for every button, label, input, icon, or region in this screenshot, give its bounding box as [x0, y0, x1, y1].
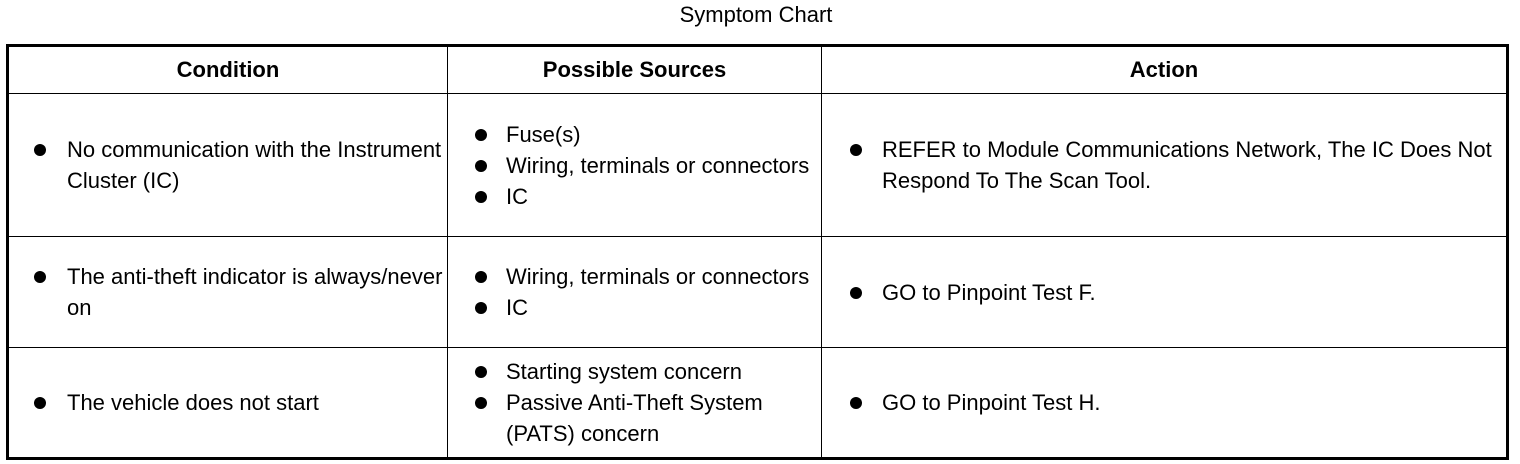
- table-caption: Symptom Chart: [679, 2, 833, 27]
- sources-cell: [448, 348, 822, 459]
- list-item: [9, 387, 447, 418]
- source-text: Starting system concern: [506, 359, 742, 384]
- source-text: Wiring, terminals or connectors: [506, 264, 810, 289]
- list-item: [9, 261, 447, 323]
- table-row: [8, 94, 1508, 237]
- list-item: [448, 150, 821, 181]
- source-text: IC: [506, 295, 528, 320]
- action-cell: [822, 237, 1508, 348]
- bullet-icon: [850, 397, 862, 409]
- list-item: [822, 387, 1506, 418]
- source-text: Wiring, terminals or connectors: [506, 152, 810, 178]
- list-item: [448, 292, 821, 323]
- sources-cell: [448, 94, 822, 237]
- list-item: [448, 181, 821, 212]
- source-text: Passive Anti-Theft System (PATS) concern: [506, 390, 763, 446]
- action-text: GO to Pinpoint Test H.: [882, 390, 1101, 415]
- bullet-icon: [475, 397, 487, 409]
- source-text: Fuse(s): [506, 121, 581, 147]
- list-item: [448, 387, 821, 449]
- bullet-icon: [34, 271, 46, 283]
- condition-text: The vehicle does not start: [67, 390, 319, 415]
- symptom-table: [6, 44, 1509, 460]
- action-text: GO to Pinpoint Test F.: [882, 279, 1096, 305]
- header-action: Action: [822, 46, 1508, 94]
- table-row: [8, 348, 1508, 459]
- bullet-icon: [475, 191, 487, 203]
- sources-cell: [448, 237, 822, 348]
- bullet-icon: [475, 129, 487, 141]
- action-cell: [822, 348, 1508, 459]
- list-item: [822, 277, 1506, 308]
- bullet-icon: [34, 397, 46, 409]
- list-item: [822, 134, 1506, 196]
- condition-cell: [8, 94, 448, 237]
- action-cell: [822, 94, 1508, 237]
- condition-text: The anti-theft indicator is always/never on: [67, 264, 443, 320]
- source-text: IC: [506, 183, 528, 209]
- list-item: [448, 119, 821, 150]
- list-item: [448, 261, 821, 292]
- bullet-icon: [475, 302, 487, 314]
- list-item: [448, 356, 821, 387]
- bullet-icon: [850, 287, 862, 299]
- bullet-icon: [850, 144, 862, 156]
- action-text: REFER to Module Communications Network, The IC Does Not Respond To The Scan Tool.: [882, 137, 1492, 193]
- bullet-icon: [475, 160, 487, 172]
- bullet-icon: [475, 366, 487, 378]
- condition-cell: [8, 237, 448, 348]
- bullet-icon: [34, 144, 46, 156]
- header-condition: Condition: [8, 46, 448, 94]
- condition-text: No communication with the Instrument Cluster (IC): [67, 137, 442, 193]
- condition-cell: [8, 348, 448, 459]
- bullet-icon: [475, 271, 487, 283]
- header-possible-sources: Possible Sources: [448, 46, 822, 94]
- table-row: [8, 237, 1508, 348]
- header-row: [8, 46, 1508, 94]
- list-item: [9, 134, 447, 196]
